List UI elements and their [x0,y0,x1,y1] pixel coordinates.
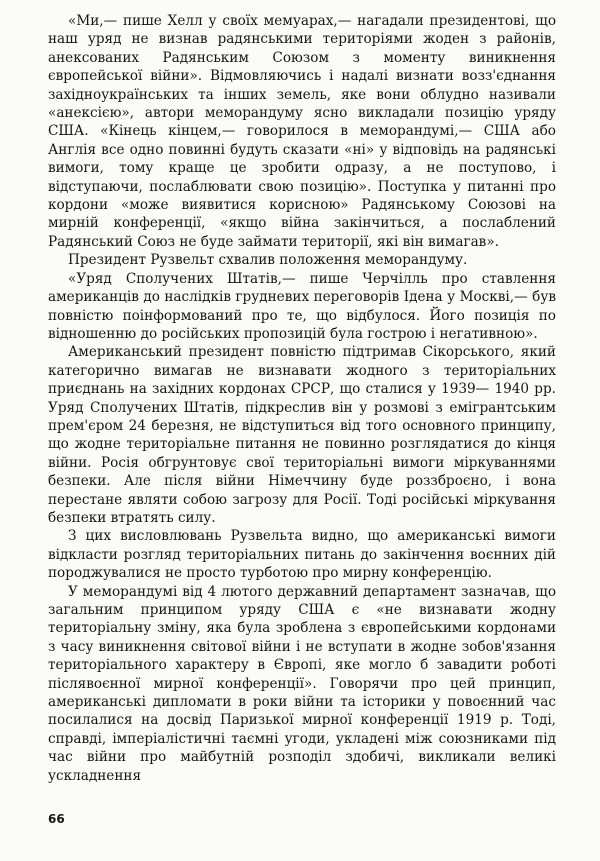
paragraph-5: З цих висловлювань Рузвельта видно, що американські вимоги відкласти розгляд територіальних питань до закінчення воєнних дій породжувалися не просто турботою про мирну конференцію. [48,528,556,582]
paragraph-2: Президент Рузвельт схвалив положення меморандуму. [68,252,468,269]
paragraph-6: У меморандумі від 4 лютого державний департамент зазначав, що загальним принципом уряду США є «не визнавати жодну територіальну зміну, яка була зроблена з європейськими кордонами з часу виникнення світової війни і не вступати в жодне зобов'язання територіального характеру в Європі, яке могло б завадити роботі післявоєнної мирної конференції». Говорячи про цей принцип, американські дипломати в роки війни та історики у повоєнний час посилалися на досвід Паризької мирної конференції 1919 р. Тоді, справді, імперіалістичні таємні угоди, укладені між союзниками під час війни про майбутній розподіл здобичі, викликали великі ускладнення [48,583,556,784]
paragraph-1: «Ми,— пише Хелл у своїх мемуарах,— нагадали президентові, що наш уряд не визнав радянськими територіями жоден з районів, анексованих Радянським Союзом з моменту виникнення європейської війни». Відмовляючись і надалі визнати возз'єднання західноукраїнських та інших земель, яке вони облудно називали «анексією», автори меморандуму ясно викладали позицію уряду США. «Кінець кінцем,— говорилося в меморандумі,— США або Англія все одно повинні будуть сказати «ні» у відповідь на радянські вимоги, тому краще це зробити одразу, а не поступово, і відступаючи, послаблювати свою позицію». Поступка у питанні про кордони «може виявитися корисною» Радянському Союзові на мирній конференції, «якщо війна закінчиться, а послаблений Радянський Союз не буде займати території, які він вимагав». [48,13,556,250]
page-number: 66 [48,812,65,826]
body-text [48,12,556,785]
paragraph-4: Американський президент повністю підтримав Сікорського, який категорично вимагав не визнавати жодного з територіальних приєднань на західних кордонах СРСР, що сталися у 1939— 1940 рр. Уряд Сполучених Штатів, підкреслив він у розмові з емігрантським прем'єром 24 березня, не відступиться від того основного принципу, що жодне територіальне питання не повинно розглядатися до кінця війни. Росія обгрунтовує свої територіальні вимоги міркуваннями безпеки. Але після війни Німеччину буде роззброєно, і вона перестане являти собою загрозу для Росії. Тоді російські міркування безпеки втратять силу. [48,344,556,526]
paragraph-3: «Уряд Сполучених Штатів,— пише Черчілль про ставлення американців до наслідків грудневих переговорів Ідена у Москві,— був повністю поінформований про те, що відбулося. Його позиція по відношенню до російських пропозицій була гострою і негативною». [48,270,556,342]
